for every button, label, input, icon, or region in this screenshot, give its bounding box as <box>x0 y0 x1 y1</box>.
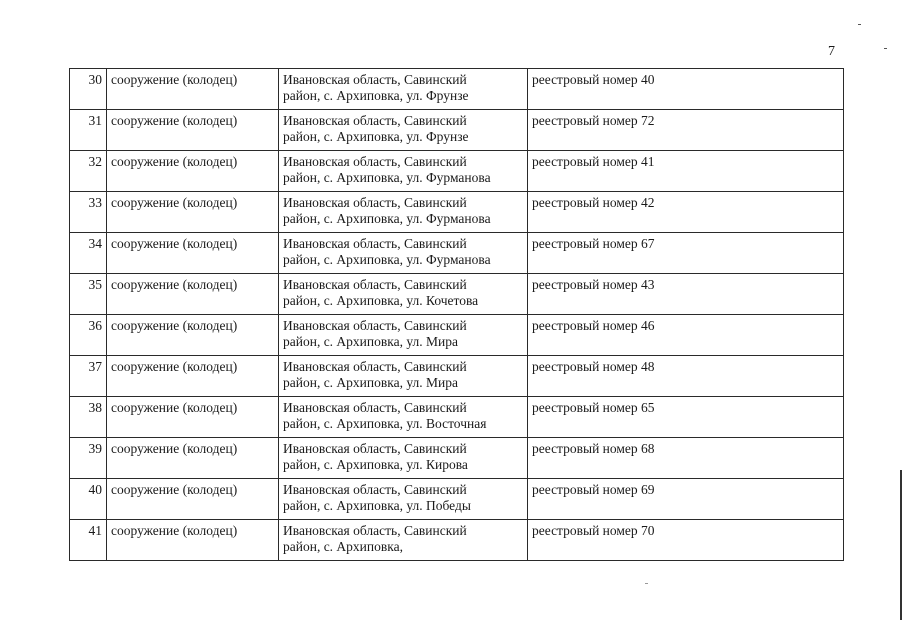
table-row <box>70 192 844 233</box>
row-number: 39 <box>70 438 107 479</box>
object-type: сооружение (колодец) <box>107 479 279 520</box>
object-type: сооружение (колодец) <box>107 315 279 356</box>
registry-number: реестровый номер 68 <box>528 438 844 479</box>
object-type: сооружение (колодец) <box>107 192 279 233</box>
object-address <box>279 274 528 315</box>
address-line-2: район, с. Архиповка, ул. Мира <box>283 375 458 390</box>
object-address <box>279 110 528 151</box>
scan-edge-line <box>900 470 902 620</box>
address-line-2: район, с. Архиповка, ул. Кирова <box>283 457 468 472</box>
address-line-2: район, с. Архиповка, ул. Мира <box>283 334 458 349</box>
row-number: 37 <box>70 356 107 397</box>
address-line-1: Ивановская область, Савинский <box>283 523 467 538</box>
row-number: 40 <box>70 479 107 520</box>
table-row <box>70 110 844 151</box>
address-line-2: район, с. Архиповка, ул. Фурманова <box>283 170 491 185</box>
registry-number: реестровый номер 46 <box>528 315 844 356</box>
object-address <box>279 192 528 233</box>
table-row <box>70 479 844 520</box>
table-row <box>70 315 844 356</box>
address-line-2: район, с. Архиповка, ул. Фурманова <box>283 211 491 226</box>
address-line-2: район, с. Архиповка, ул. Победы <box>283 498 471 513</box>
object-address <box>279 438 528 479</box>
address-line-2: район, с. Архиповка, <box>283 539 403 554</box>
registry-number: реестровый номер 48 <box>528 356 844 397</box>
address-line-1: Ивановская область, Савинский <box>283 482 467 497</box>
table-row <box>70 69 844 110</box>
table-row <box>70 397 844 438</box>
table-row <box>70 356 844 397</box>
address-line-1: Ивановская область, Савинский <box>283 318 467 333</box>
row-number: 30 <box>70 69 107 110</box>
table-row <box>70 274 844 315</box>
object-type: сооружение (колодец) <box>107 356 279 397</box>
object-type: сооружение (колодец) <box>107 397 279 438</box>
row-number: 38 <box>70 397 107 438</box>
object-type: сооружение (колодец) <box>107 233 279 274</box>
scan-speck <box>645 583 648 584</box>
registry-number: реестровый номер 72 <box>528 110 844 151</box>
address-line-2: район, с. Архиповка, ул. Фурманова <box>283 252 491 267</box>
object-address <box>279 315 528 356</box>
address-line-1: Ивановская область, Савинский <box>283 441 467 456</box>
address-line-1: Ивановская область, Савинский <box>283 236 467 251</box>
registry-number: реестровый номер 43 <box>528 274 844 315</box>
table-row <box>70 233 844 274</box>
object-type: сооружение (колодец) <box>107 438 279 479</box>
registry-number: реестровый номер 40 <box>528 69 844 110</box>
scan-speck <box>884 48 887 49</box>
registry-number: реестровый номер 65 <box>528 397 844 438</box>
address-line-2: район, с. Архиповка, ул. Восточная <box>283 416 487 431</box>
address-line-1: Ивановская область, Савинский <box>283 359 467 374</box>
registry-table-body <box>70 69 844 561</box>
row-number: 33 <box>70 192 107 233</box>
object-type: сооружение (колодец) <box>107 151 279 192</box>
address-line-1: Ивановская область, Савинский <box>283 400 467 415</box>
address-line-1: Ивановская область, Савинский <box>283 195 467 210</box>
object-address <box>279 69 528 110</box>
row-number: 32 <box>70 151 107 192</box>
row-number: 35 <box>70 274 107 315</box>
row-number: 31 <box>70 110 107 151</box>
registry-number: реестровый номер 41 <box>528 151 844 192</box>
registry-number: реестровый номер 42 <box>528 192 844 233</box>
object-type: сооружение (колодец) <box>107 520 279 561</box>
registry-number: реестровый номер 69 <box>528 479 844 520</box>
registry-table <box>69 68 844 561</box>
object-type: сооружение (колодец) <box>107 274 279 315</box>
row-number: 34 <box>70 233 107 274</box>
scan-speck <box>858 24 861 25</box>
table-row <box>70 151 844 192</box>
address-line-2: район, с. Архиповка, ул. Кочетова <box>283 293 479 308</box>
row-number: 41 <box>70 520 107 561</box>
registry-number: реестровый номер 70 <box>528 520 844 561</box>
object-address <box>279 397 528 438</box>
address-line-1: Ивановская область, Савинский <box>283 113 467 128</box>
address-line-1: Ивановская область, Савинский <box>283 277 467 292</box>
table-row <box>70 438 844 479</box>
object-address <box>279 233 528 274</box>
address-line-1: Ивановская область, Савинский <box>283 72 467 87</box>
object-address <box>279 151 528 192</box>
object-type: сооружение (колодец) <box>107 69 279 110</box>
registry-number: реестровый номер 67 <box>528 233 844 274</box>
object-type: сооружение (колодец) <box>107 110 279 151</box>
object-address <box>279 520 528 561</box>
object-address <box>279 356 528 397</box>
page-number: 7 <box>828 44 835 59</box>
row-number: 36 <box>70 315 107 356</box>
object-address <box>279 479 528 520</box>
address-line-2: район, с. Архиповка, ул. Фрунзе <box>283 88 469 103</box>
table-row <box>70 520 844 561</box>
address-line-2: район, с. Архиповка, ул. Фрунзе <box>283 129 469 144</box>
address-line-1: Ивановская область, Савинский <box>283 154 467 169</box>
